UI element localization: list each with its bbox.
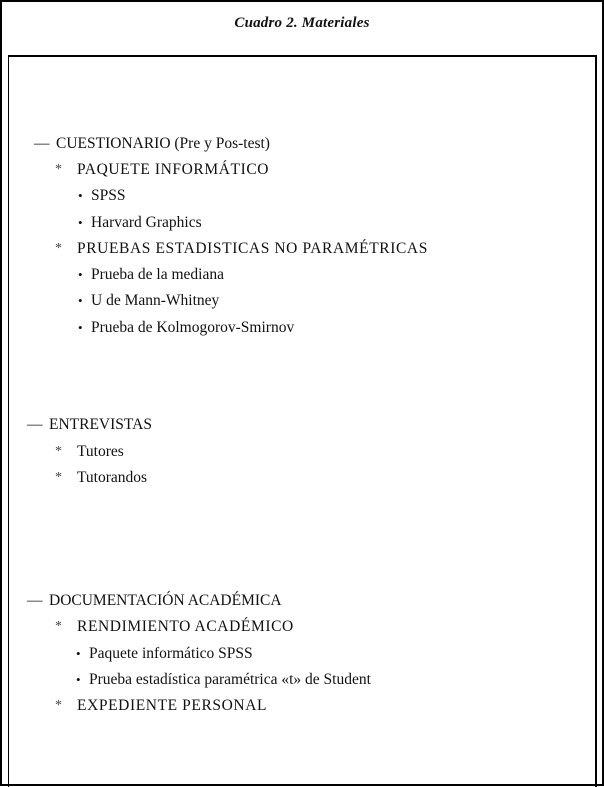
list-item — [78, 214, 202, 232]
group-label: EXPEDIENTE PERSONAL — [77, 697, 268, 714]
list-item — [76, 671, 371, 689]
item-label: Paquete informático SPSS — [89, 645, 253, 662]
item-label: U de Mann-Whitney — [91, 292, 220, 309]
title-band — [2, 2, 602, 52]
page-title: Cuadro 2. Materiales — [234, 14, 370, 31]
asterisk-marker: * — [55, 241, 62, 256]
bullet-marker: • — [78, 188, 83, 203]
asterisk-marker: * — [55, 619, 62, 634]
group-expediente-personal — [55, 697, 267, 715]
item-label: Harvard Graphics — [91, 214, 202, 231]
dash-marker: — — [27, 416, 43, 433]
asterisk-marker: * — [55, 162, 62, 177]
item-label: Prueba de la mediana — [91, 266, 224, 283]
section-entrevistas — [27, 416, 152, 434]
group-label: PRUEBAS ESTADISTICAS NO PARAMÉTRICAS — [77, 240, 428, 257]
dash-marker: — — [34, 135, 50, 152]
bullet-marker: • — [76, 672, 81, 687]
item-label: Prueba estadística paramétrica «t» de Student — [89, 671, 371, 688]
list-item — [78, 266, 224, 284]
group-rendimiento-academico — [55, 618, 294, 636]
bullet-marker: • — [78, 215, 83, 230]
group-label: RENDIMIENTO ACADÉMICO — [77, 618, 294, 635]
list-item — [78, 292, 219, 310]
bullet-marker: • — [78, 320, 83, 335]
bullet-marker: • — [78, 293, 83, 308]
section-label: DOCUMENTACIÓN ACADÉMICA — [49, 592, 282, 609]
group-pruebas-no-parametricas — [55, 240, 428, 258]
item-label: SPSS — [91, 187, 126, 204]
item-label: Prueba de Kolmogorov-Smirnov — [91, 319, 295, 336]
asterisk-marker: * — [55, 444, 62, 459]
list-item — [76, 645, 253, 663]
list-item — [78, 319, 294, 337]
section-label: CUESTIONARIO (Pre y Pos-test) — [56, 135, 270, 152]
list-item — [78, 187, 125, 205]
group-tutores — [55, 443, 124, 461]
section-label: ENTREVISTAS — [49, 416, 152, 433]
bullet-marker: • — [76, 646, 81, 661]
asterisk-marker: * — [55, 698, 62, 713]
group-label: PAQUETE INFORMÁTICO — [77, 161, 270, 178]
group-label: Tutores — [77, 443, 124, 460]
group-label: Tutorandos — [77, 469, 148, 486]
section-cuestionario — [34, 135, 270, 153]
group-paquete-informatico — [55, 161, 269, 179]
bullet-marker: • — [78, 267, 83, 282]
asterisk-marker: * — [55, 470, 62, 485]
section-documentacion-academica — [27, 592, 282, 610]
group-tutorandos — [55, 469, 147, 487]
dash-marker: — — [27, 592, 43, 609]
